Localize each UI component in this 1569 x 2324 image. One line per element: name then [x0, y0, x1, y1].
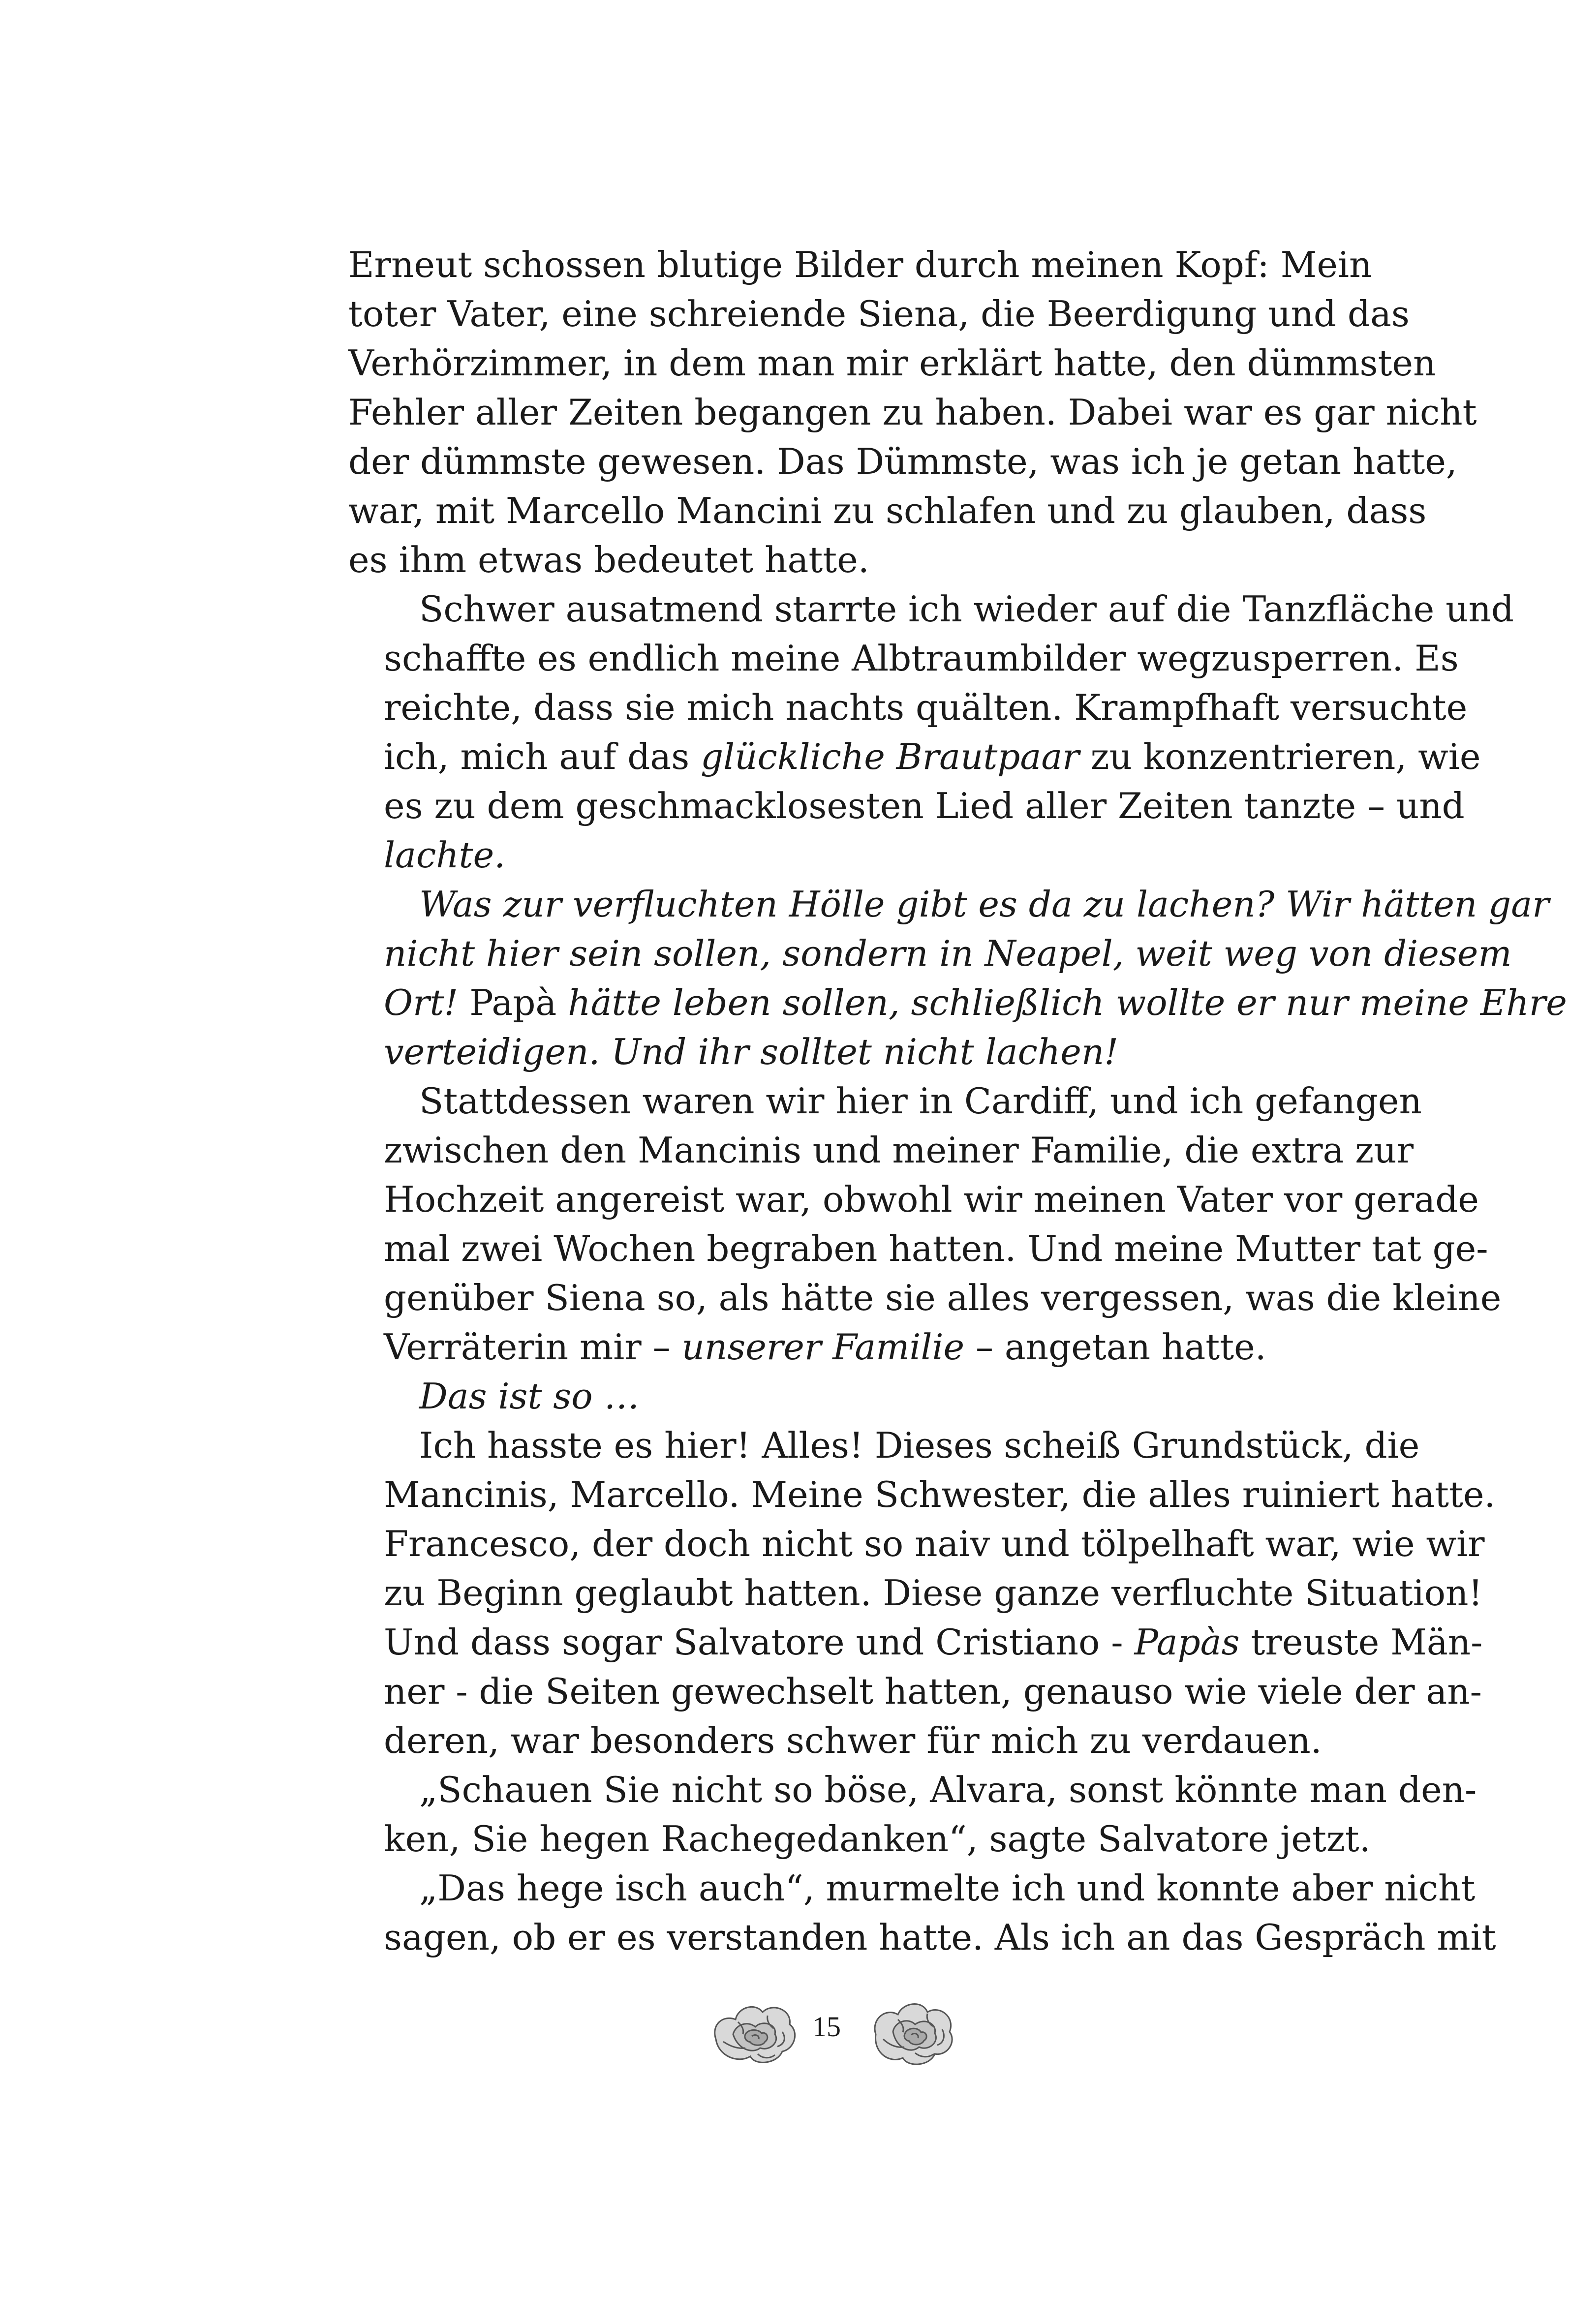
rose-icon — [866, 1985, 959, 2071]
text-line — [348, 338, 1436, 388]
text-run: Und dass sogar Salvatore und Cristiano - — [384, 1621, 1135, 1663]
page-footer — [0, 1985, 1569, 2083]
text-line — [348, 1864, 1476, 1913]
text-line — [348, 1421, 1420, 1470]
paragraph — [348, 1372, 1330, 1421]
text-line — [348, 1913, 1496, 1962]
text-line — [348, 1027, 1330, 1076]
text-line — [348, 584, 1514, 634]
italic-text: Was zur verfluchten Hölle gibt es da zu lachen? Wir hätten gar — [419, 884, 1549, 925]
text-run: zu Beginn geglaubt hatten. Diese ganze verfluchte Situation! — [384, 1572, 1483, 1614]
text-line — [348, 1076, 1422, 1126]
text-run: „Das hege isch auch“, murmelte ich und konnte aber nicht — [419, 1867, 1476, 1909]
text-run: reichte, dass sie mich nachts quälten. Krampfhaft versuchte — [384, 687, 1468, 728]
italic-text: Papàs — [1134, 1621, 1240, 1663]
italic-text: lachte. — [384, 834, 506, 876]
text-run: Francesco, der doch nicht so naiv und tölpelhaft war, wie wir — [384, 1523, 1485, 1564]
text-line — [348, 830, 1330, 880]
paragraph — [348, 1421, 1496, 1765]
italic-text: verteidigen. Und ihr solltet nicht lachen! — [384, 1031, 1119, 1072]
text-run: deren, war besonders schwer für mich zu verdauen. — [384, 1720, 1322, 1761]
text-line — [348, 1372, 1330, 1421]
text-run: „Schauen Sie nicht so böse, Alvara, sonst könnte man den- — [419, 1769, 1477, 1810]
paragraph — [348, 584, 1514, 880]
text-run: Fehler aller Zeiten begangen zu haben. Dabei war es gar nicht — [348, 392, 1477, 433]
text-run: Schwer ausatmend starrte ich wieder auf die Tanzfläche und — [419, 588, 1514, 630]
text-run: ken, Sie hegen Rachegedanken“, sagte Salvatore jetzt. — [384, 1818, 1371, 1860]
text-line — [348, 1716, 1330, 1765]
italic-text: hätte leben sollen, schließlich wollte er nur meine Ehre — [568, 982, 1567, 1023]
paragraph — [348, 880, 1567, 1076]
text-line — [348, 1224, 1488, 1273]
text-line — [348, 732, 1481, 781]
text-line — [348, 535, 1330, 584]
text-line — [348, 1126, 1414, 1175]
text-run: genüber Siena so, als hätte sie alles vergessen, was die kleine — [384, 1277, 1502, 1318]
text-run: der dümmste gewesen. Das Dümmste, was ich je getan hatte, — [348, 441, 1457, 482]
text-line — [348, 437, 1457, 486]
text-line — [348, 388, 1477, 437]
text-run: zu konzentrieren, wie — [1079, 736, 1481, 777]
text-run: Verhörzimmer, in dem man mir erklärt hatte, den dümmsten — [348, 342, 1436, 384]
text-line — [348, 1765, 1477, 1814]
text-line — [348, 1470, 1496, 1519]
text-run: es zu dem geschmacklosesten Lied aller Zeiten tanzte – und — [384, 785, 1465, 826]
text-run: – angetan hatte. — [964, 1326, 1266, 1368]
text-run: sagen, ob er es verstanden hatte. Als ich an das Gespräch mit — [384, 1917, 1496, 1958]
text-line — [348, 289, 1410, 338]
text-line — [348, 683, 1468, 732]
text-line — [348, 486, 1427, 535]
text-run: ich, mich auf das — [384, 736, 701, 777]
italic-text: Das ist so … — [419, 1376, 640, 1417]
text-line — [348, 978, 1567, 1027]
text-run: zwischen den Mancinis und meiner Familie, die extra zur — [384, 1130, 1414, 1171]
text-run: ner - die Seiten gewechselt hatten, genauso wie viele der an- — [384, 1671, 1482, 1712]
text-run: Mancinis, Marcello. Meine Schwester, die alles ruiniert hatte. — [384, 1474, 1496, 1515]
text-line — [348, 1273, 1502, 1322]
text-line — [348, 1322, 1330, 1372]
text-line — [348, 1618, 1483, 1667]
paragraph — [348, 1076, 1502, 1372]
text-line — [348, 240, 1372, 289]
paragraph — [348, 240, 1477, 584]
italic-text: nicht hier sein sollen, sondern in Neapel, weit weg von diesem — [384, 933, 1512, 974]
text-run: Hochzeit angereist war, obwohl wir meinen Vater vor gerade — [384, 1179, 1479, 1220]
text-run: treuste Män- — [1239, 1621, 1483, 1663]
text-line — [348, 880, 1549, 929]
text-run: mal zwei Wochen begraben hatten. Und meine Mutter tat ge- — [384, 1228, 1488, 1269]
paragraph — [348, 1864, 1496, 1962]
italic-text: unserer Familie — [681, 1326, 965, 1368]
body-text — [348, 240, 1567, 1962]
text-line — [348, 1667, 1482, 1716]
text-run: Verräterin mir – — [384, 1326, 682, 1368]
text-line — [348, 1814, 1371, 1864]
text-line — [348, 1175, 1479, 1224]
paragraph — [348, 1765, 1477, 1864]
text-run: Stattdessen waren wir hier in Cardiff, und ich gefangen — [419, 1080, 1422, 1122]
page-number: 15 — [812, 2011, 841, 2043]
text-line — [348, 1519, 1485, 1568]
text-run: Erneut schossen blutige Bilder durch meinen Kopf: Mein — [348, 244, 1372, 285]
text-run: Ich hasste es hier! Alles! Dieses scheiß Grundstück, die — [419, 1425, 1420, 1466]
text-line — [348, 634, 1459, 683]
italic-text: Ort! — [384, 982, 459, 1023]
text-line — [348, 781, 1465, 830]
text-line — [348, 929, 1512, 978]
text-run: toter Vater, eine schreiende Siena, die Beerdigung und das — [348, 293, 1410, 335]
text-line — [348, 1568, 1483, 1618]
text-run: schaffte es endlich meine Albtraumbilder wegzusperren. Es — [384, 638, 1459, 679]
text-run: es ihm etwas bedeutet hatte. — [348, 539, 869, 581]
text-run: war, mit Marcello Mancini zu schlafen und zu glauben, dass — [348, 490, 1427, 531]
text-run: Papà — [458, 982, 568, 1023]
italic-text: glückliche Brautpaar — [701, 736, 1079, 777]
